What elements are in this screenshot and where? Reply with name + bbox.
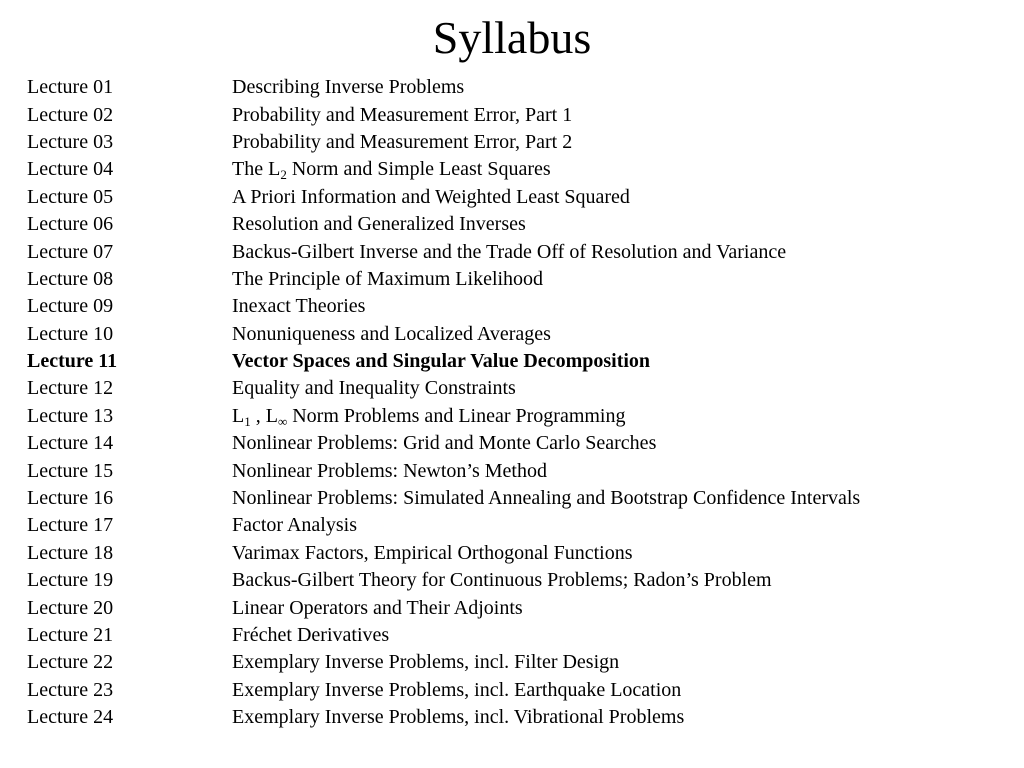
- lecture-row: [27, 457, 1017, 484]
- lecture-topic: [232, 514, 1017, 537]
- lecture-number: Lecture 02: [27, 103, 114, 126]
- lecture-topic: [232, 76, 1017, 99]
- lecture-number: Lecture 10: [27, 322, 114, 345]
- lecture-topic: [232, 323, 1017, 346]
- lecture-topic: [232, 706, 1017, 729]
- slide-title: Syllabus: [432, 12, 592, 63]
- lecture-number: Lecture 22: [27, 651, 114, 674]
- lecture-number: Lecture 17: [27, 514, 114, 537]
- lecture-number: Lecture 13: [27, 404, 114, 427]
- lecture-topic-text: Probability and Measurement Error, Part 1: [232, 103, 573, 126]
- lecture-row: [27, 567, 1017, 594]
- lecture-row: [27, 540, 1017, 567]
- lecture-row: [27, 321, 1017, 348]
- lecture-topic-text: Backus-Gilbert Inverse and the Trade Off of Resolution and Variance: [232, 240, 787, 263]
- lecture-topic-text: Describing Inverse Problems: [232, 76, 465, 99]
- lecture-topic: [232, 597, 1017, 620]
- lecture-topic-text: The L: [232, 158, 281, 181]
- lecture-number: Lecture 08: [27, 267, 114, 290]
- lecture-list: [27, 74, 1017, 731]
- lecture-number: Lecture 01: [27, 76, 114, 99]
- lecture-row: [27, 622, 1017, 649]
- lecture-row: [27, 129, 1017, 156]
- lecture-topic-text: Norm Problems and Linear Programming: [287, 404, 626, 427]
- lecture-topic-text: Inexact Theories: [232, 295, 366, 318]
- lecture-row: [27, 430, 1017, 457]
- lecture-topic-text: Probability and Measurement Error, Part 2: [232, 130, 573, 153]
- lecture-number: Lecture 23: [27, 678, 114, 701]
- lecture-topic-text: Fréchet Derivatives: [232, 624, 390, 646]
- lecture-topic-text: Nonlinear Problems: Grid and Monte Carlo Searches: [232, 432, 657, 455]
- lecture-number: Lecture 19: [27, 569, 114, 592]
- lecture-topic-text: , L: [250, 404, 278, 427]
- lecture-topic: [232, 679, 1017, 702]
- lecture-row: [27, 266, 1017, 293]
- lecture-topic-text: Exemplary Inverse Problems, incl. Filter Design: [232, 651, 620, 674]
- lecture-topic: [232, 460, 1017, 483]
- lecture-topic-text: Vector Spaces and Singular Value Decomposition: [232, 350, 651, 373]
- lecture-row: [27, 649, 1017, 676]
- lecture-row: [27, 101, 1017, 128]
- lecture-topic-text: Backus-Gilbert Theory for Continuous Problems; Radon’s Problem: [232, 569, 772, 592]
- lecture-number: Lecture 15: [27, 459, 114, 482]
- lecture-row: [27, 156, 1017, 183]
- lecture-topic-subscript: 1: [244, 413, 251, 429]
- lecture-number: Lecture 04: [27, 158, 114, 181]
- lecture-number: Lecture 20: [27, 596, 114, 619]
- lecture-topic-text: Nonlinear Problems: Newton’s Method: [232, 459, 547, 482]
- lecture-topic: [232, 432, 1017, 455]
- lecture-topic-text: Resolution and Generalized Inverses: [232, 213, 526, 236]
- lecture-topic-text: Nonlinear Problems: Simulated Annealing and Bootstrap Confidence Intervals: [232, 487, 861, 510]
- lecture-topic: [232, 569, 1017, 592]
- lecture-topic: [232, 377, 1017, 400]
- lecture-topic: [232, 131, 1017, 154]
- lecture-topic: [232, 241, 1017, 264]
- lecture-number: Lecture 21: [27, 624, 114, 646]
- lecture-row: [27, 211, 1017, 238]
- lecture-topic: [232, 295, 1017, 318]
- lecture-topic-text: Exemplary Inverse Problems, incl. Vibrational Problems: [232, 706, 685, 729]
- lecture-number: Lecture 09: [27, 295, 114, 318]
- lecture-topic-text: A Priori Information and Weighted Least Squared: [232, 185, 630, 208]
- lecture-topic: [232, 350, 1017, 373]
- lecture-row: [27, 293, 1017, 320]
- lecture-topic: [232, 268, 1017, 291]
- lecture-number: Lecture 14: [27, 432, 114, 455]
- lecture-topic: [232, 158, 1017, 181]
- lecture-row: [27, 403, 1017, 430]
- lecture-topic: [232, 624, 1017, 647]
- lecture-row: [27, 74, 1017, 101]
- lecture-topic: [232, 104, 1017, 127]
- lecture-row: [27, 184, 1017, 211]
- lecture-topic-subscript: ∞: [277, 413, 288, 429]
- lecture-topic: [232, 651, 1017, 674]
- lecture-number: Lecture 16: [27, 487, 114, 510]
- lecture-number: Lecture 12: [27, 377, 114, 400]
- lecture-topic-text: Exemplary Inverse Problems, incl. Earthquake Location: [232, 678, 682, 701]
- lecture-row: [27, 485, 1017, 512]
- lecture-row: [27, 677, 1017, 704]
- lecture-row: [27, 594, 1017, 621]
- lecture-number: Lecture 03: [27, 130, 114, 153]
- lecture-number: Lecture 11: [27, 350, 118, 373]
- lecture-row: [27, 704, 1017, 731]
- lecture-row-current: [27, 348, 1017, 375]
- lecture-number: Lecture 06: [27, 213, 114, 236]
- lecture-row: [27, 238, 1017, 265]
- lecture-topic: [232, 405, 1017, 428]
- lecture-number: Lecture 05: [27, 185, 114, 208]
- lecture-row: [27, 375, 1017, 402]
- lecture-topic-text: Norm and Simple Least Squares: [286, 158, 551, 181]
- lecture-topic-text: L: [232, 404, 245, 427]
- lecture-topic: [232, 186, 1017, 209]
- lecture-topic: [232, 487, 1017, 510]
- lecture-topic-text: Nonuniqueness and Localized Averages: [232, 322, 551, 345]
- lecture-topic-text: Varimax Factors, Empirical Orthogonal Functions: [232, 541, 633, 564]
- lecture-topic-subscript: 2: [280, 167, 287, 183]
- lecture-topic-text: Factor Analysis: [232, 514, 357, 537]
- lecture-row: [27, 512, 1017, 539]
- lecture-topic-text: Linear Operators and Their Adjoints: [232, 596, 523, 619]
- lecture-number: Lecture 07: [27, 240, 114, 263]
- lecture-topic-text: The Principle of Maximum Likelihood: [232, 267, 544, 290]
- lecture-topic-text: Equality and Inequality Constraints: [232, 377, 516, 400]
- lecture-number: Lecture 18: [27, 541, 114, 564]
- lecture-topic: [232, 213, 1017, 236]
- lecture-topic: [232, 542, 1017, 565]
- lecture-number: Lecture 24: [27, 706, 114, 729]
